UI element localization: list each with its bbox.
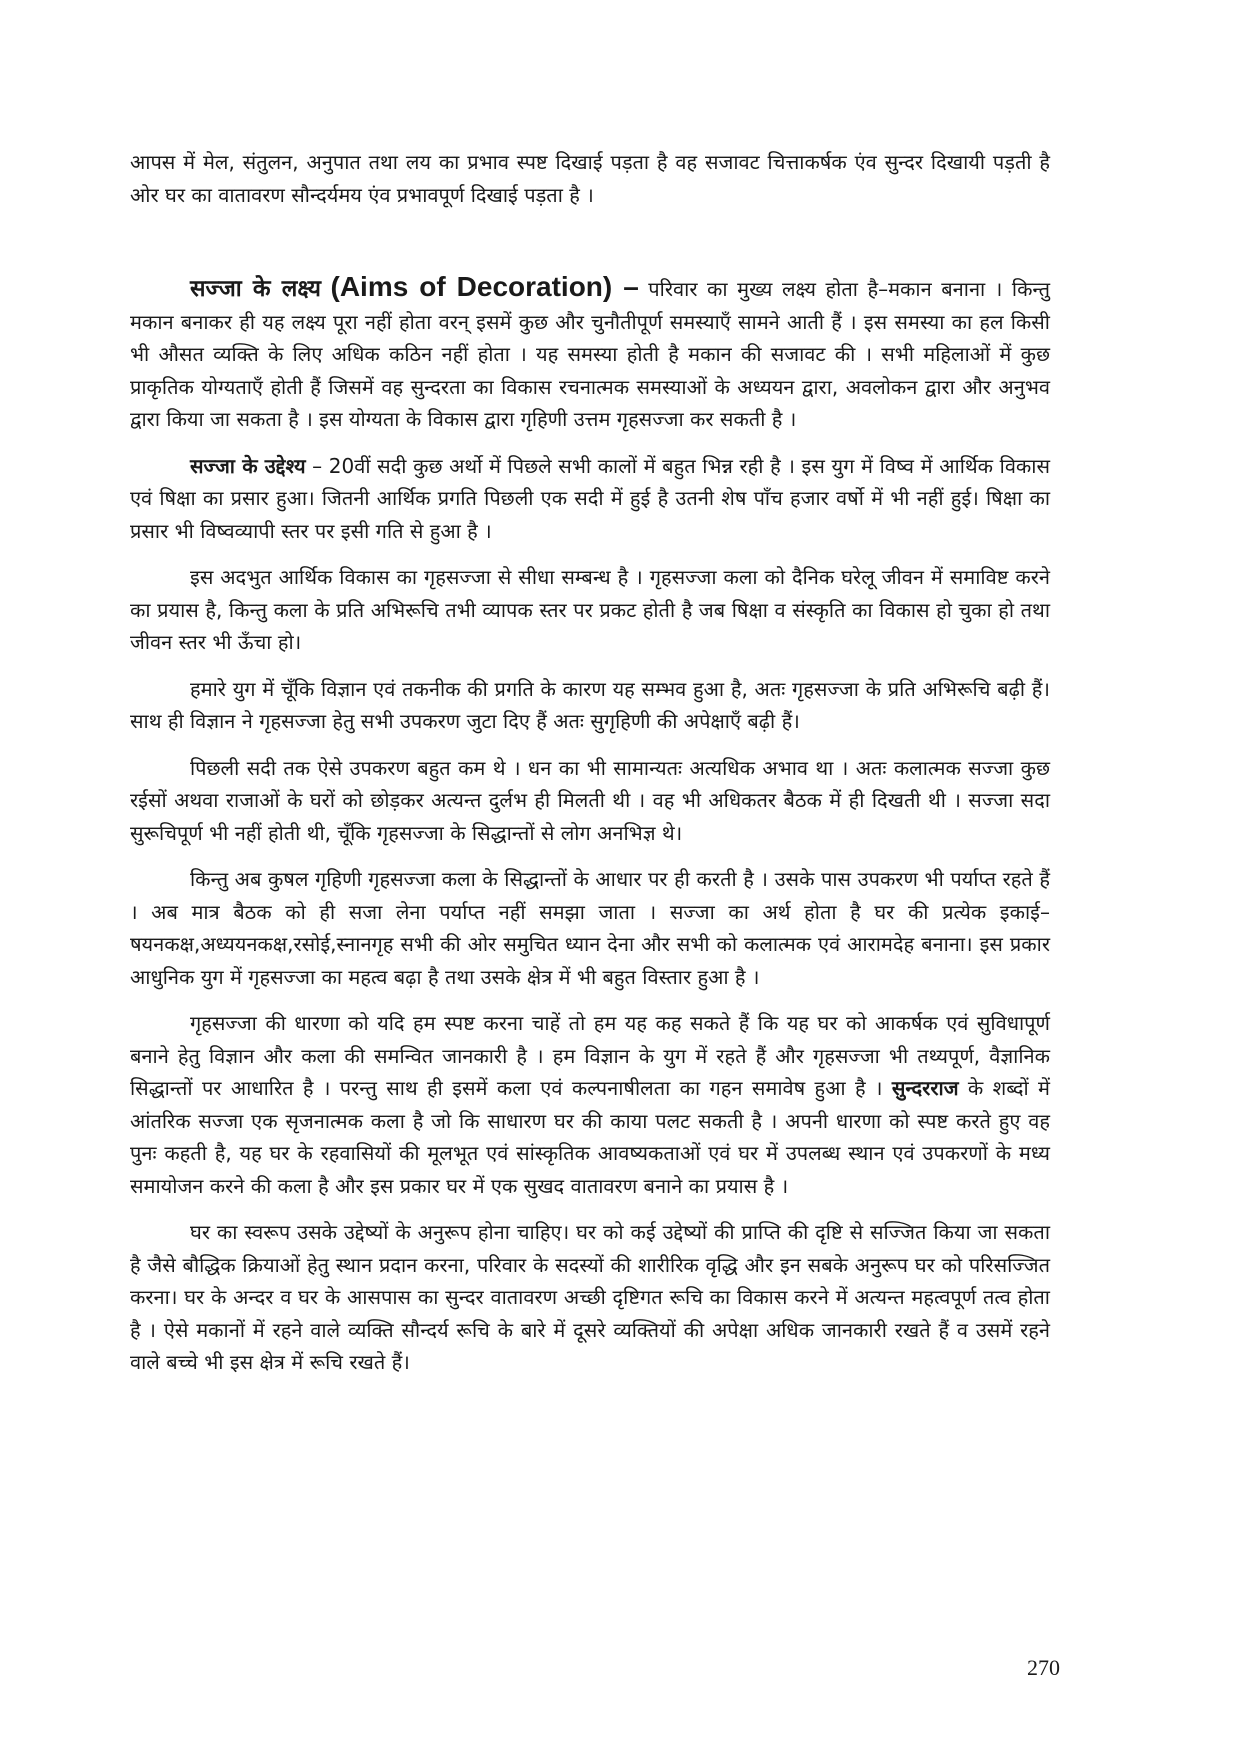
objectives-body: – 20वीं सदी कुछ अर्थो में पिछले सभी कालों में बहुत भिन्न रही है । इस युग में विष्व में आर्थिक विकास एवं षिक्षा का प्रसार हुआ। जितनी आर्थिक प्रगति पिछली एक सदी में हुई है उतनी शेष पाँच हजार वर्षो में भी नहीं हुई। षिक्षा का प्रसार भी विष्वव्यापी स्तर पर इसी गति से हुआ है ।	[130, 453, 1050, 543]
sundarraj-paragraph	[130, 1007, 1050, 1202]
body-paragraph: हमारे युग में चूँकि विज्ञान एवं तकनीक की प्रगति के कारण यह सम्भव हुआ है, अतः गृहसज्जा के प्रति अभिरूचि बढ़ी हैं। साथ ही विज्ञान ने गृहसज्जा हेतु सभी उपकरण जुटा दिए हैं अतः सुगृहिणी की अपेक्षाएँ बढ़ी हैं।	[130, 676, 1050, 733]
body-paragraph: पिछली सदी तक ऐसे उपकरण बहुत कम थे । धन का भी सामान्यतः अत्यधिक अभाव था । अतः कलात्मक सज्जा कुछ रईसों अथवा राजाओं के घरों को छोड़कर अत्यन्त दुर्लभ ही मिलती थी । वह भी अधिकतर बैठक में ही दिखती थी । सज्जा सदा सुरूचिपूर्ण भी नहीं होती थी, चूँकि गृहसज्जा के सिद्धान्तों से लोग अनभिज्ञ थे।	[130, 755, 1050, 845]
body-paragraph: इस अदभुत आर्थिक विकास का गृहसज्जा से सीधा सम्बन्ध है । गृहसज्जा कला को दैनिक घरेलू जीवन में समाविष्ट करने का प्रयास है, किन्तु कला के प्रति अभिरूचि तभी व्यापक स्तर पर प्रकट होती है जब षिक्षा व संस्कृति का विकास हो चुका हो तथा जीवन स्तर भी ऊँचा हो।	[130, 565, 1050, 654]
objectives-paragraph	[130, 450, 1050, 548]
aims-heading: सज्जा के लक्ष्य	[190, 276, 321, 302]
intro-paragraph: आपस में मेल, संतुलन, अनुपात तथा लय का प्रभाव स्पष्ट दिखाई पड़ता है वह सजावट चित्ताकर्षक एंव सुन्दर दिखायी पड़ती है ओर घर का वातावरण सौन्दर्यमय एंव प्रभावपूर्ण दिखाई पड़ता है ।	[130, 150, 1050, 207]
page-number: 270	[1027, 1655, 1060, 1680]
body-paragraph: किन्तु अब कुषल गृहिणी गृहसज्जा कला के सिद्धान्तों के आधार पर ही करती है । उसके पास उपकरण भी पर्याप्त रहते हैं । अब मात्र बैठक को ही सजा लेना पर्याप्त नहीं समझा जाता । सज्जा का अर्थ होता है घर की प्रत्येक इकाई–षयनकक्ष,अध्ययनकक्ष,रसोई,स्नानगृह सभी की ओर समुचित ध्यान देना और सभी को कलात्मक एवं आरामदेह बनाना। इस प्रकार आधुनिक युग में गृहसज्जा का महत्व बढ़ा है तथा उसके क्षेत्र में भी बहुत विस्तार हुआ है ।	[130, 867, 1050, 989]
document-page	[130, 146, 1050, 1393]
last-paragraph: घर का स्वरूप उसके उद्देष्यों के अनुरूप होना चाहिए। घर को कई उद्देष्यों की प्राप्ति की दृष्टि से सज्जित किया जा सकता है जैसे बौद्धिक क्रियाओं हेतु स्थान प्रदान करना, परिवार के सदस्यों की शारीरिक वृद्धि और इन सबके अनुरूप घर को परिसज्जित करना। घर के अन्दर व घर के आसपास का सुन्दर वातावरण अच्छी दृष्टिगत रूचि का विकास करने में अत्यन्त महत्वपूर्ण तत्व होता है । ऐसे मकानों में रहने वाले व्यक्ति सौन्दर्य रूचि के बारे में दूसरे व्यक्तियों की अपेक्षा अधिक जानकारी रखते हैं व उसमें रहने वाले बच्चे भी इस क्षेत्र में रूचि रखते हैं।	[130, 1220, 1050, 1374]
sundarraj-name: सुन्दरराज	[891, 1076, 959, 1100]
sundarraj-after: के शब्दों में आंतरिक सज्जा एक सृजनात्मक कला है जो कि साधारण घर की काया पलट सकती है । अपनी धारणा को स्पष्ट करते हुए वह पुनः कहती है, यह घर के रहवासियों की मूलभूत एवं सांस्कृतिक आवष्यकताओं एवं घर में उपलब्ध स्थान एवं उपकरणों के मध्य समायोजन करने की कला है और इस प्रकार घर में एक सुखद वातावरण बनाने का प्रयास है ।	[130, 1076, 1050, 1198]
sundarraj-before: गृहसज्जा की धारणा को यदि हम स्पष्ट करना चाहें तो हम यह कह सकते हैं कि यह घर को आकर्षक एवं सुविधापूर्ण बनाने हेतु विज्ञान और कला की समन्वित जानकारी है । हम विज्ञान के युग में रहते हैं और गृहसज्जा भी तथ्यपूर्ण, वैज्ञानिक सिद्धान्तों पर आधारित है । परन्तु साथ ही इसमें कला एवं कल्पनाषीलता का गहन समावेष हुआ है ।	[130, 1011, 1050, 1100]
aims-body: परिवार का मुख्य लक्ष्य होता है–मकान बनाना । किन्तु मकान बनाकर ही यह लक्ष्य पूरा नहीं होता वरन् इसमें कुछ और चुनौतीपूर्ण समस्याएँ सामने आती हैं । इस समस्या का हल किसी भी औसत व्यक्ति के लिए अधिक कठिन नहीं होता । यह समस्या होती है मकान की सजावट की । सभी महिलाओं में कुछ प्राकृतिक योग्यताएँ होती हैं जिसमें वह सुन्दरता का विकास रचनात्मक समस्याओं के अध्ययन द्वारा, अवलोकन द्वारा और अनुभव द्वारा किया जा सकता है । इस योग्यता के विकास द्वारा गृहिणी उत्तम गृहसज्जा कर सकती है ।	[130, 277, 1050, 431]
aims-paragraph	[130, 271, 1050, 436]
aims-heading-english: (Aims of Decoration) –	[330, 271, 639, 302]
objectives-heading: सज्जा के उद्देश्य	[190, 453, 306, 478]
